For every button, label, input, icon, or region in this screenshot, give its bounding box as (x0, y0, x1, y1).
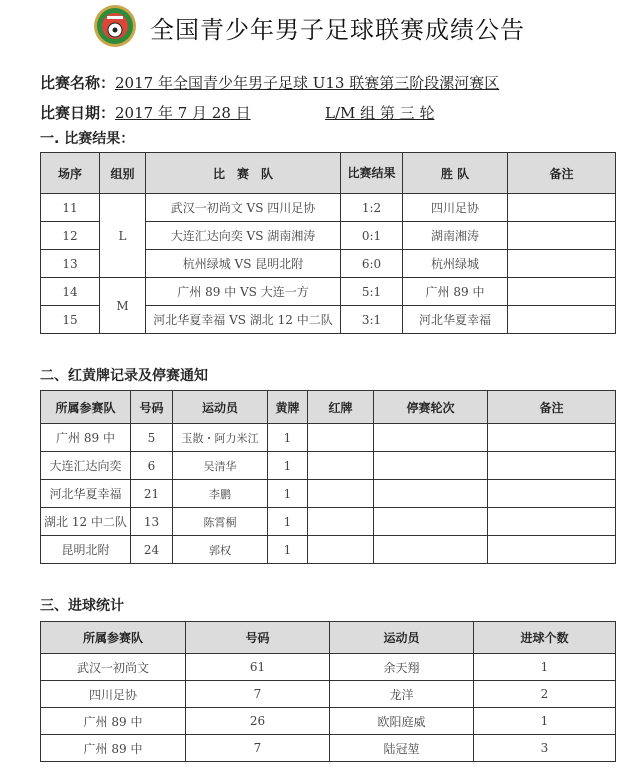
table-row (41, 654, 616, 681)
red-cards (308, 480, 374, 508)
goals-heading: 三、进球统计 (40, 598, 124, 614)
suspension-rounds (374, 452, 488, 480)
table-row (41, 424, 616, 452)
team: 四川足协 (41, 681, 186, 708)
team: 广州 89 中 (41, 424, 131, 452)
col-header: 所属参赛队 (41, 391, 131, 424)
yellow-cards: 1 (268, 480, 308, 508)
number: 7 (186, 681, 330, 708)
col-header: 黄牌 (268, 391, 308, 424)
suspension-rounds (374, 536, 488, 564)
match-teams: 武汉一初尚文 VS 四川足协 (146, 194, 341, 222)
col-header: 进球个数 (474, 622, 616, 654)
note (488, 452, 616, 480)
match-no: 11 (41, 194, 100, 222)
note (488, 508, 616, 536)
goals-count: 2 (474, 681, 616, 708)
score: 3:1 (341, 306, 403, 334)
team: 广州 89 中 (41, 735, 186, 762)
team: 大连汇达向奕 (41, 452, 131, 480)
match-date-label: 比赛日期： (40, 104, 116, 122)
group: M (100, 278, 146, 334)
match-teams: 大连汇达向奕 VS 湖南湘涛 (146, 222, 341, 250)
cards-heading: 二、红黄牌记录及停赛通知 (40, 368, 208, 384)
col-header: 比 赛 队 (146, 153, 341, 194)
match-name-label: 比赛名称： (40, 74, 116, 92)
player: 玉散・阿力米江 (173, 424, 268, 452)
red-cards (308, 508, 374, 536)
player: 龙洋 (330, 681, 474, 708)
col-header: 停赛轮次 (374, 391, 488, 424)
page-title: 全国青少年男子足球联赛成绩公告 (150, 16, 525, 44)
number: 13 (131, 508, 173, 536)
col-header: 胜 队 (403, 153, 508, 194)
col-header: 运动员 (330, 622, 474, 654)
football-association-logo (93, 4, 137, 48)
suspension-rounds (374, 480, 488, 508)
yellow-cards: 1 (268, 452, 308, 480)
goals-count: 1 (474, 708, 616, 735)
match-no: 14 (41, 278, 100, 306)
goals-count: 1 (474, 654, 616, 681)
player: 郭权 (173, 536, 268, 564)
match-name-value: 2017 年全国青少年男子足球 U13 联赛第三阶段漯河赛区 (115, 74, 500, 92)
winner: 广州 89 中 (403, 278, 508, 306)
col-header: 备注 (508, 153, 616, 194)
match-teams: 河北华夏幸福 VS 湖北 12 中二队 (146, 306, 341, 334)
number: 7 (186, 735, 330, 762)
team: 广州 89 中 (41, 708, 186, 735)
match-no: 13 (41, 250, 100, 278)
cards-table (40, 390, 616, 564)
col-header: 运动员 (173, 391, 268, 424)
number: 24 (131, 536, 173, 564)
note (508, 306, 616, 334)
number: 61 (186, 654, 330, 681)
note (488, 480, 616, 508)
col-header: 组别 (100, 153, 146, 194)
note (508, 278, 616, 306)
results-table (40, 152, 616, 334)
winner: 河北华夏幸福 (403, 306, 508, 334)
col-header: 备注 (488, 391, 616, 424)
number: 26 (186, 708, 330, 735)
match-no: 15 (41, 306, 100, 334)
yellow-cards: 1 (268, 536, 308, 564)
player: 欧阳庭威 (330, 708, 474, 735)
red-cards (308, 424, 374, 452)
match-date-value: 2017 年 7 月 28 日 (115, 104, 251, 122)
winner: 湖南湘涛 (403, 222, 508, 250)
player: 陈霄桐 (173, 508, 268, 536)
col-header: 号码 (186, 622, 330, 654)
col-header: 比赛结果 (341, 153, 403, 194)
yellow-cards: 1 (268, 424, 308, 452)
score: 5:1 (341, 278, 403, 306)
score: 0:1 (341, 222, 403, 250)
round-value: L/M 组 第 三 轮 (325, 104, 435, 122)
yellow-cards: 1 (268, 508, 308, 536)
table-row (41, 708, 616, 735)
score: 6:0 (341, 250, 403, 278)
number: 21 (131, 480, 173, 508)
team: 河北华夏幸福 (41, 480, 131, 508)
table-row (41, 536, 616, 564)
score: 1:2 (341, 194, 403, 222)
col-header: 场序 (41, 153, 100, 194)
note (488, 424, 616, 452)
match-teams: 广州 89 中 VS 大连一方 (146, 278, 341, 306)
table-row (41, 480, 616, 508)
team: 昆明北附 (41, 536, 131, 564)
goals-count: 3 (474, 735, 616, 762)
col-header: 红牌 (308, 391, 374, 424)
table-row (41, 681, 616, 708)
red-cards (308, 452, 374, 480)
suspension-rounds (374, 424, 488, 452)
results-heading: 一. 比赛结果： (40, 131, 135, 147)
col-header: 所属参赛队 (41, 622, 186, 654)
number: 5 (131, 424, 173, 452)
team: 湖北 12 中二队 (41, 508, 131, 536)
player: 吴清华 (173, 452, 268, 480)
red-cards (308, 536, 374, 564)
group: L (100, 194, 146, 278)
match-no: 12 (41, 222, 100, 250)
table-row (41, 735, 616, 762)
winner: 四川足协 (403, 194, 508, 222)
note (508, 222, 616, 250)
player: 余天翔 (330, 654, 474, 681)
winner: 杭州绿城 (403, 250, 508, 278)
note (508, 250, 616, 278)
player: 李鹏 (173, 480, 268, 508)
table-row (41, 194, 616, 222)
match-name-line (40, 74, 499, 92)
player: 陆冠堃 (330, 735, 474, 762)
table-row (41, 508, 616, 536)
match-teams: 杭州绿城 VS 昆明北附 (146, 250, 341, 278)
suspension-rounds (374, 508, 488, 536)
table-row (41, 278, 616, 306)
col-header: 号码 (131, 391, 173, 424)
team: 武汉一初尚文 (41, 654, 186, 681)
note (508, 194, 616, 222)
table-row (41, 452, 616, 480)
note (488, 536, 616, 564)
match-date-line (40, 104, 600, 122)
goals-table (40, 621, 616, 762)
number: 6 (131, 452, 173, 480)
